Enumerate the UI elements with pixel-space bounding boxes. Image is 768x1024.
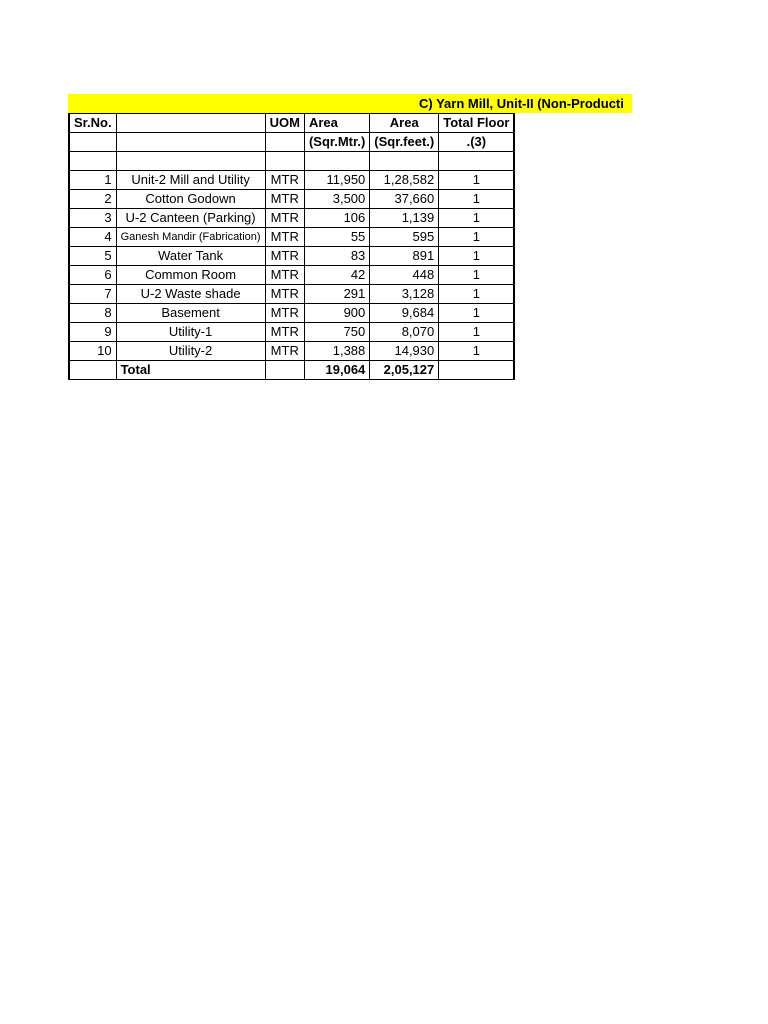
title-banner xyxy=(68,94,632,113)
header2-description xyxy=(116,133,265,152)
floor-cell: 1 xyxy=(439,342,515,361)
total-row xyxy=(69,361,514,380)
header2-sr-no xyxy=(69,133,116,152)
floor-cell: 1 xyxy=(439,228,515,247)
header-area-sqm: Area xyxy=(304,114,369,133)
area-sqf-cell: 3,128 xyxy=(370,285,439,304)
sr-no-cell: 1 xyxy=(69,171,116,190)
area-sqf-cell: 448 xyxy=(370,266,439,285)
area-sqm-cell: 42 xyxy=(304,266,369,285)
area-sqm-cell: 750 xyxy=(304,323,369,342)
floor-cell: 1 xyxy=(439,266,515,285)
area-sqf-cell: 9,684 xyxy=(370,304,439,323)
description-cell: Water Tank xyxy=(116,247,265,266)
sr-no-cell: 2 xyxy=(69,190,116,209)
blank-row xyxy=(69,152,514,171)
uom-cell: MTR xyxy=(265,228,304,247)
area-sqm-cell: 83 xyxy=(304,247,369,266)
description-cell: Cotton Godown xyxy=(116,190,265,209)
area-sqm-cell: 11,950 xyxy=(304,171,369,190)
total-uom-cell xyxy=(265,361,304,380)
sr-no-cell: 10 xyxy=(69,342,116,361)
area-sqf-cell: 14,930 xyxy=(370,342,439,361)
uom-cell: MTR xyxy=(265,247,304,266)
blank-cell xyxy=(116,152,265,171)
description-cell: Utility-2 xyxy=(116,342,265,361)
total-area-sqm: 19,064 xyxy=(304,361,369,380)
header2-floor-note: .(3) xyxy=(439,133,515,152)
uom-cell: MTR xyxy=(265,266,304,285)
total-area-sqf: 2,05,127 xyxy=(370,361,439,380)
description-cell: U-2 Waste shade xyxy=(116,285,265,304)
description-cell: Unit-2 Mill and Utility xyxy=(116,171,265,190)
blank-cell xyxy=(304,152,369,171)
description-cell: Utility-1 xyxy=(116,323,265,342)
total-floor-cell xyxy=(439,361,515,380)
area-sqf-cell: 891 xyxy=(370,247,439,266)
header-area-sqf: Area xyxy=(370,114,439,133)
sr-no-cell: 3 xyxy=(69,209,116,228)
area-sqm-cell: 3,500 xyxy=(304,190,369,209)
uom-cell: MTR xyxy=(265,304,304,323)
table-row xyxy=(69,304,514,323)
table-row xyxy=(69,323,514,342)
area-sqf-cell: 595 xyxy=(370,228,439,247)
table-row xyxy=(69,209,514,228)
area-sqm-cell: 900 xyxy=(304,304,369,323)
floor-cell: 1 xyxy=(439,247,515,266)
area-sqm-cell: 106 xyxy=(304,209,369,228)
area-sqf-cell: 37,660 xyxy=(370,190,439,209)
header-sr-no: Sr.No. xyxy=(69,114,116,133)
header2-uom xyxy=(265,133,304,152)
area-sqf-cell: 8,070 xyxy=(370,323,439,342)
uom-cell: MTR xyxy=(265,342,304,361)
sr-no-cell: 8 xyxy=(69,304,116,323)
uom-cell: MTR xyxy=(265,209,304,228)
header-row-2 xyxy=(69,133,514,152)
blank-cell xyxy=(370,152,439,171)
table-row xyxy=(69,285,514,304)
total-sr-cell xyxy=(69,361,116,380)
table-row xyxy=(69,266,514,285)
description-cell: Basement xyxy=(116,304,265,323)
table-row xyxy=(69,247,514,266)
sr-no-cell: 6 xyxy=(69,266,116,285)
floor-cell: 1 xyxy=(439,209,515,228)
uom-cell: MTR xyxy=(265,323,304,342)
sr-no-cell: 4 xyxy=(69,228,116,247)
description-cell: Common Room xyxy=(116,266,265,285)
header-total-floor: Total Floor xyxy=(439,114,515,133)
table-row xyxy=(69,190,514,209)
floor-cell: 1 xyxy=(439,285,515,304)
table-row xyxy=(69,171,514,190)
area-sqm-cell: 291 xyxy=(304,285,369,304)
header2-unit-sqf: (Sqr.feet.) xyxy=(370,133,439,152)
uom-cell: MTR xyxy=(265,190,304,209)
header-description xyxy=(116,114,265,133)
sr-no-cell: 9 xyxy=(69,323,116,342)
total-label: Total xyxy=(116,361,265,380)
table-row xyxy=(69,228,514,247)
floor-cell: 1 xyxy=(439,304,515,323)
blank-cell xyxy=(69,152,116,171)
sr-no-cell: 5 xyxy=(69,247,116,266)
area-sqf-cell: 1,139 xyxy=(370,209,439,228)
area-sqm-cell: 55 xyxy=(304,228,369,247)
area-table xyxy=(68,113,515,380)
description-cell: Ganesh Mandir (Fabrication) xyxy=(116,228,265,247)
sheet-title: C) Yarn Mill, Unit-II (Non-Producti xyxy=(419,96,624,111)
header2-unit-sqm: (Sqr.Mtr.) xyxy=(304,133,369,152)
uom-cell: MTR xyxy=(265,285,304,304)
header-row-1 xyxy=(69,114,514,133)
uom-cell: MTR xyxy=(265,171,304,190)
description-cell: U-2 Canteen (Parking) xyxy=(116,209,265,228)
table-row xyxy=(69,342,514,361)
blank-cell xyxy=(265,152,304,171)
floor-cell: 1 xyxy=(439,171,515,190)
floor-cell: 1 xyxy=(439,323,515,342)
area-sqm-cell: 1,388 xyxy=(304,342,369,361)
header-uom: UOM xyxy=(265,114,304,133)
blank-cell xyxy=(439,152,515,171)
sr-no-cell: 7 xyxy=(69,285,116,304)
floor-cell: 1 xyxy=(439,190,515,209)
area-sqf-cell: 1,28,582 xyxy=(370,171,439,190)
